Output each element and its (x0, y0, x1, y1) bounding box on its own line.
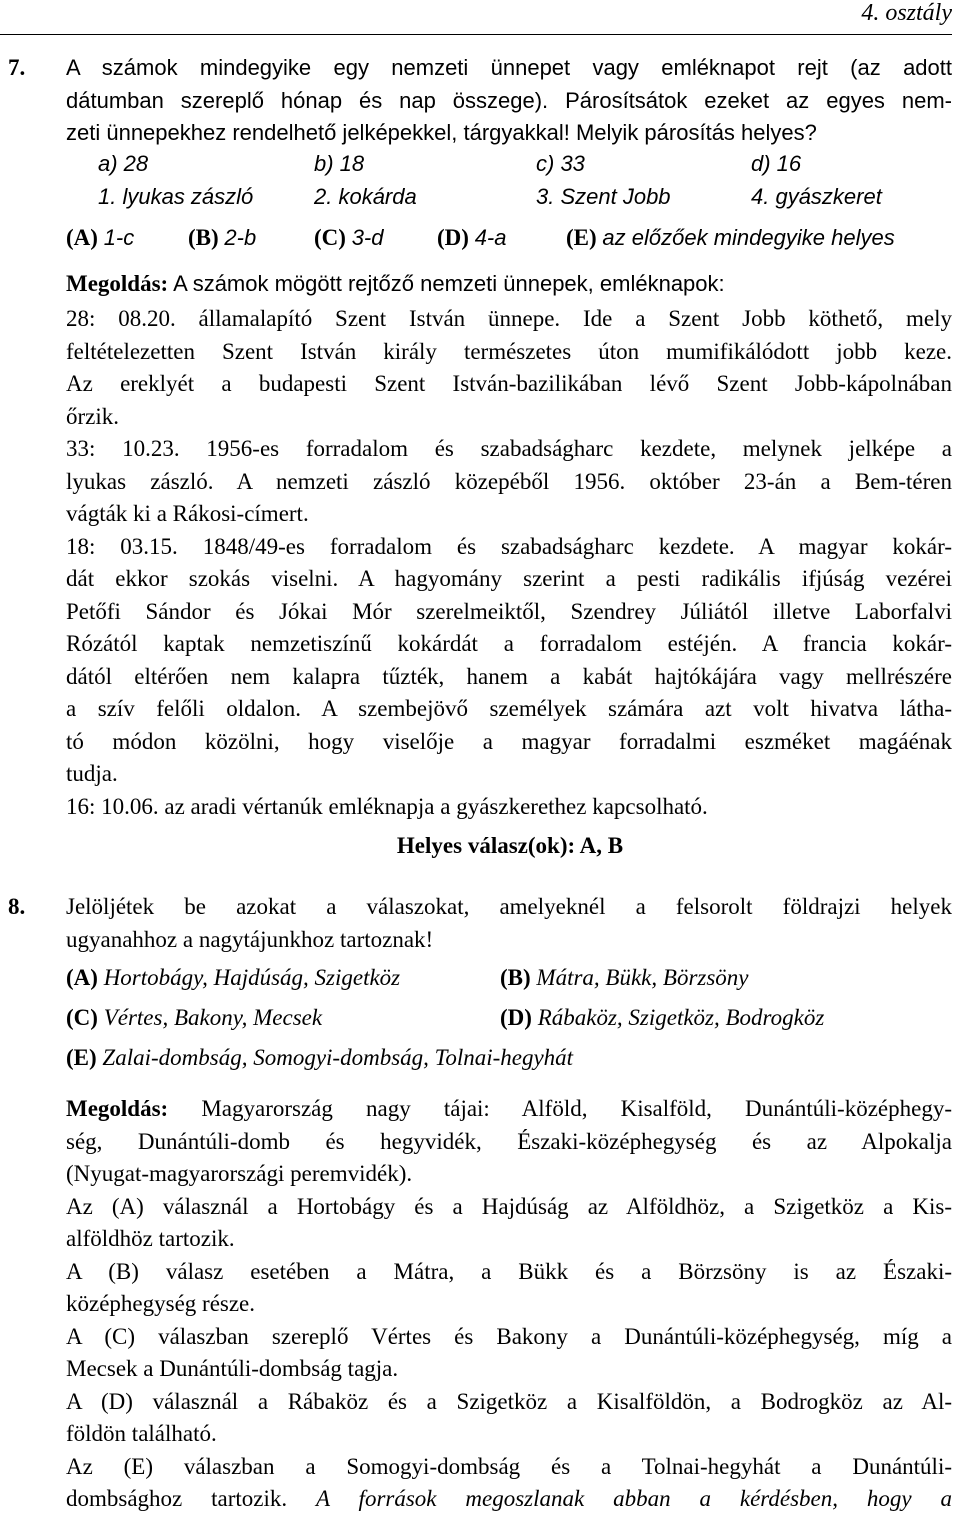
solution-line: 18: 03.15. 1848/49-es forradalom és szabadságharc kezdete. A magyar kokár- (66, 533, 952, 559)
question-line: dátumban szereplő hónap és nap összege). Párosítsátok ezeket az egyes nem- (66, 87, 952, 113)
option-d[interactable]: (D) Rábaköz, Szigetköz, Bodrogköz (500, 1005, 825, 1030)
question-line: A számok mindegyike egy nemzeti ünnepet vagy emléknapot rejt (az adott (66, 55, 952, 80)
solution-line: alföldhöz tartozik. (66, 1226, 235, 1251)
q7-solution-intro: Megoldás: A számok mögött rejtőző nemzeti ünnepek, emléknapok: (66, 271, 725, 296)
solution-line: tó módon közölni, hogy viselője a magyar forradalmi eszméket magáénak (66, 728, 952, 754)
option-d[interactable]: (D) 4-a (437, 225, 507, 250)
option-e[interactable]: (E) az előzőek mindegyike helyes (566, 225, 895, 250)
q7-answer: Helyes válasz(ok): A, B (396, 833, 624, 858)
q7-solution-text (66, 303, 952, 823)
solution-line: Mecsek a Dunántúli-dombság tagja. (66, 1356, 399, 1381)
number-item: d) 16 (751, 151, 802, 176)
option-a[interactable]: (A) Hortobágy, Hajdúság, Szigetköz (66, 965, 401, 990)
class-label: 4. osztály (861, 0, 952, 26)
solution-line: Megoldás: Magyarország nagy tájai: Alföld, Kisalföld, Dunántúli-középhegy- (66, 1096, 952, 1121)
solution-line: földön található. (66, 1421, 217, 1446)
question-8-number: 8. (8, 894, 26, 919)
solution-line: őrzik. (66, 403, 120, 429)
symbol-item: 3. Szent Jobb (536, 184, 671, 209)
question-line: ugyanahhoz a nagytájunkhoz tartoznak! (66, 926, 434, 952)
solution-line: középhegység része. (66, 1291, 256, 1316)
solution-label: Megoldás: (66, 271, 169, 296)
option-c[interactable]: (C) 3-d (314, 225, 384, 250)
solution-line: A (B) válasz esetében a Mátra, a Bükk és a Börzsöny is az Északi- (66, 1258, 952, 1284)
solution-line: A (D) válasznál a Rábaköz és a Szigetköz a Kisalföldön, a Bodrogköz az Al- (66, 1388, 952, 1414)
symbol-item: 2. kokárda (314, 184, 417, 209)
solution-line: vágták ki a Rákosi-címert. (66, 501, 309, 526)
solution-line: (Nyugat-magyarországi peremvidék). (66, 1161, 413, 1186)
solution-line: A (C) válaszban szereplő Vértes és Bakony a Dunántúli-középhegység, míg a (66, 1323, 952, 1349)
page-header (0, 0, 952, 35)
option-b[interactable]: (B) Mátra, Bükk, Börzsöny (500, 965, 749, 990)
solution-line: a szív felőli oldalon. A szembejövő személyek számára azt volt hivatva látha- (66, 696, 952, 721)
solution-line: Az (A) válasznál a Hortobágy és a Hajdúság az Alföldhöz, a Szigetköz a Kis- (66, 1193, 952, 1219)
solution-line: Rózától kaptak nemzetiszínű kokárdát a forradalom estéjén. A francia kokár- (66, 631, 952, 656)
solution-line: dát ekkor szokás viselni. A hagyomány szerint a pesti radikális ifjúság vezérei (66, 566, 952, 591)
symbol-item: 1. lyukas zászló (98, 184, 254, 209)
solution-line: Az ereklyét a budapesti Szent István-bazilikában lévő Szent Jobb-kápolnában (66, 371, 952, 396)
q8-solution-text (66, 1093, 952, 1516)
solution-line: feltételezetten Szent István király természetes úton mumifikálódott jobb keze. (66, 338, 952, 364)
solution-line: 16: 10.06. az aradi vértanúk emléknapja a gyászkerethez kapcsolható. (66, 793, 708, 819)
option-e[interactable]: (E) Zalai-dombság, Somogyi-dombság, Tolnai-hegyhát (66, 1045, 574, 1070)
number-item: a) 28 (98, 151, 149, 176)
solution-line: 33: 10.23. 1956-es forradalom és szabadságharc kezdete, melynek jelképe a (66, 436, 952, 461)
solution-line: 28: 08.20. államalapító Szent István ünnepe. Ide a Szent Jobb köthető, mely (66, 306, 952, 331)
question-7-number: 7. (8, 55, 26, 80)
solution-line: dombsághoz tartozik. A források megoszlanak abban a kérdésben, hogy a (66, 1486, 952, 1511)
symbol-item: 4. gyászkeret (751, 184, 882, 209)
solution-line: dától eltérően nem kalapra tűzték, hanem a kabát hajtókájára vagy mellrészére (66, 663, 952, 689)
option-b[interactable]: (B) 2-b (188, 225, 257, 250)
number-item: c) 33 (536, 151, 585, 176)
solution-line: Petőfi Sándor és Jókai Mór szerelmeiktől, Szendrey Júliától illetve Laborfalvi (66, 598, 952, 624)
solution-line: ség, Dunántúli-domb és hegyvidék, Északi-középhegység és az Alpokalja (66, 1128, 952, 1154)
option-c[interactable]: (C) Vértes, Bakony, Mecsek (66, 1005, 323, 1030)
question-line: Jelöljétek be azokat a válaszokat, amelyeknél a felsorolt földrajzi helyek (66, 894, 952, 919)
option-a[interactable]: (A) 1-c (66, 225, 135, 250)
question-8-text (66, 891, 952, 956)
question-line: zeti ünnepekhez rendelhető jelképekkel, tárgyakkal! Melyik párosítás helyes? (66, 120, 817, 145)
solution-line: Az (E) válaszban a Somogyi-dombság és a Tolnai-hegyhát a Dunántúli- (66, 1453, 952, 1479)
number-item: b) 18 (314, 151, 365, 176)
solution-line: tudja. (66, 761, 118, 786)
question-7-text (66, 52, 952, 150)
solution-label: Megoldás: (66, 1096, 169, 1121)
solution-line: lyukas zászló. A nemzeti zászló közepéből 1956. október 23-án a Bem-téren (66, 468, 952, 494)
